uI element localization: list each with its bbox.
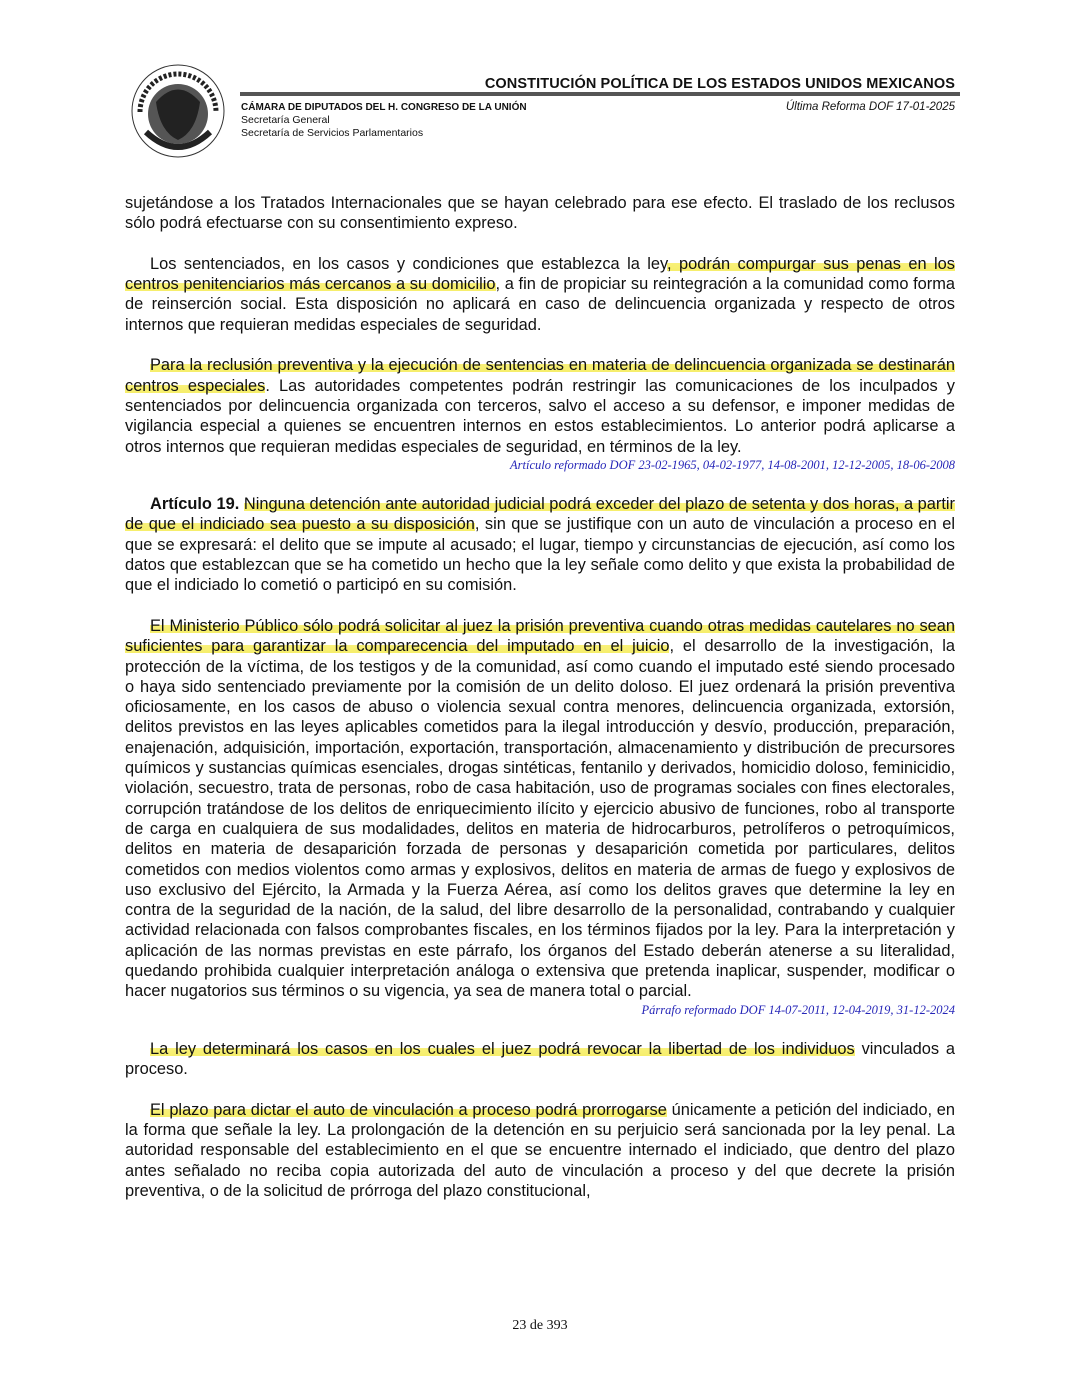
- header-rule: [240, 92, 960, 96]
- highlighted-text: Ninguna detención ante autoridad judicial podrá exceder del plazo de setenta y dos horas, a partir de que el indiciado sea puesto a su disposición: [125, 495, 956, 534]
- issuer-subdept: Secretaría de Servicios Parlamentarios: [241, 127, 424, 139]
- text: vinculados a proceso.: [125, 1039, 955, 1079]
- text: , a fin de propiciar su reintegración a la comunidad como forma de reinserción social. Esta disposición no aplicará en caso de delincuencia organizada y respecto de otros internos que requieran medidas especiales de seguridad.: [125, 275, 955, 334]
- text: . Las autoridades competentes podrán restringir las comunicaciones de los inculpados y sentenciados por delincuencia organizada con terceros, salvo el acceso a su defensor, e imponer medidas de vigilancia especial a quienes se encuentren internos en estos establecimientos. Lo anterior podrá aplicarse a otros internos que requieran medidas especiales de seguridad, en términos de la ley.: [125, 376, 955, 456]
- article-19-paragraph: [125, 494, 955, 595]
- highlighted-text: La ley determinará los casos en los cuales el juez podrá revocar la libertad de los individuos: [150, 1039, 855, 1058]
- highlighted-text: El plazo para dictar el auto de vinculación a proceso podrá prorrogarse: [150, 1100, 667, 1119]
- paragraph: sujetándose a los Tratados Internacionales que se hayan celebrado para ese efecto. El traslado de los reclusos sólo podrá efectuarse con su consentimiento expreso.: [125, 194, 955, 233]
- text: Los sentenciados, en los casos y condiciones que establezca la ley: [150, 254, 668, 273]
- document-title: CONSTITUCIÓN POLÍTICA DE LOS ESTADOS UNIDOS MEXICANOS: [484, 76, 955, 92]
- highlighted-text: Para la reclusión preventiva y la ejecución de sentencias en materia de delincuencia organizada se destinarán centros especiales: [125, 356, 955, 395]
- paragraph: [125, 1039, 955, 1080]
- text: , el desarrollo de la investigación, la protección de la víctima, de los testigos y de la comunidad, así como cuando el imputado esté siendo procesado o haya sido sentenciado previamente por la comisión de un delito doloso. El juez ordenará la prisión preventiva oficiosamente, en los casos de abuso o violencia sexual contra menores, delincuencia organizada, extorsión, delitos previstos en las leyes aplicables cometidos para la ilegal introducción y desvío, producción, preparación, enajenación, adquisición, importación, exportación, transportación, almacenamiento y distribución de precursores químicos y sustancias químicas esenciales, drogas sintéticas, fentanilo y derivados, homicidio doloso, feminicidio, violación, secuestro, trata de personas, robo de casa habitación, uso de programas sociales con fines electorales, corrupción tratándose de los delitos de enriquecimiento ilícito y ejercicio abusivo de funciones, robo al transporte de carga en cualquiera de sus modalidades, delitos en materia de hidrocarburos, petrolíferos o petroquímicos, delitos en materia de desaparición forzada de personas y desaparición cometida por particulares, delitos cometidos con medios violentos como armas y explosivos, delitos en materia de armas de fuego y explosivos de uso exclusivo del Ejército, la Armada y la Fuerza Aérea, así como los delitos graves que determine la ley en contra de la seguridad de la nación, de la salud, del libre desarrollo de la personalidad, contrabando y cualquier actividad relacionada con falsos comprobantes fiscales, en los términos fijados por la ley. Para la interpretación y aplicación de las normas previstas en este párrafo, los órganos del Estado deberán atenerse a su literalidad, quedando prohibida cualquier interpretación análoga o extensiva que pretenda inaplicar, suspender, modificar o hacer nugatorios sus términos o su vigencia, ya sea de manera total o parcial.: [125, 637, 955, 1001]
- issuer-block: [241, 101, 527, 140]
- reform-note: Párrafo reformado DOF 14-07-2011, 12-04-2019, 31-12-2024: [641, 1002, 955, 1017]
- paragraph: [125, 355, 955, 456]
- last-reform-date: Última Reforma DOF 17-01-2025: [785, 101, 955, 113]
- paragraph: [125, 254, 955, 335]
- issuer-dept: Secretaría General: [241, 114, 330, 126]
- coat-of-arms-seal: [126, 62, 230, 160]
- issuer-org: CÁMARA DE DIPUTADOS DEL H. CONGRESO DE LA UNIÓN: [241, 102, 527, 113]
- text: únicamente a petición del indiciado, en la forma que señale la ley. La prolongación de la detención en su perjuicio será sancionada por la ley penal. La autoridad responsable del establecimiento en el que se encuentre internado el indiciado, que dentro del plazo antes señalado no reciba copia autorizada del auto de vinculación a proceso y del que decrete la prisión preventiva, o de la solicitud de prórroga del plazo constitucional,: [125, 1100, 955, 1200]
- reform-note: Artículo reformado DOF 23-02-1965, 04-02-1977, 14-08-2001, 12-12-2005, 18-06-2008: [510, 458, 955, 473]
- paragraph: [125, 616, 955, 1002]
- document-body: [125, 193, 955, 1222]
- highlighted-text: El Ministerio Público sólo podrá solicitar al juez la prisión preventiva cuando otras medidas cautelares no sean suficientes para garantizar la comparecencia del imputado en el juicio: [125, 616, 955, 656]
- paragraph: [125, 1100, 955, 1201]
- text: , sin que se justifique con un auto de vinculación a proceso en el que se expresará: el delito que se impute al acusado; el lugar, tiempo y circunstancias de ejecución, así como los datos que establezcan que se ha cometido un hecho que la ley señale como delito y que exista la probabilidad de que el indiciado lo cometió o participó en su comisión.: [125, 515, 955, 595]
- article-label: Artículo 19.: [150, 495, 240, 514]
- highlighted-text: , podrán compurgar sus penas en los centros penitenciarios más cercanos a su domicilio: [125, 254, 955, 294]
- page-number: 23 de 393: [512, 1318, 568, 1333]
